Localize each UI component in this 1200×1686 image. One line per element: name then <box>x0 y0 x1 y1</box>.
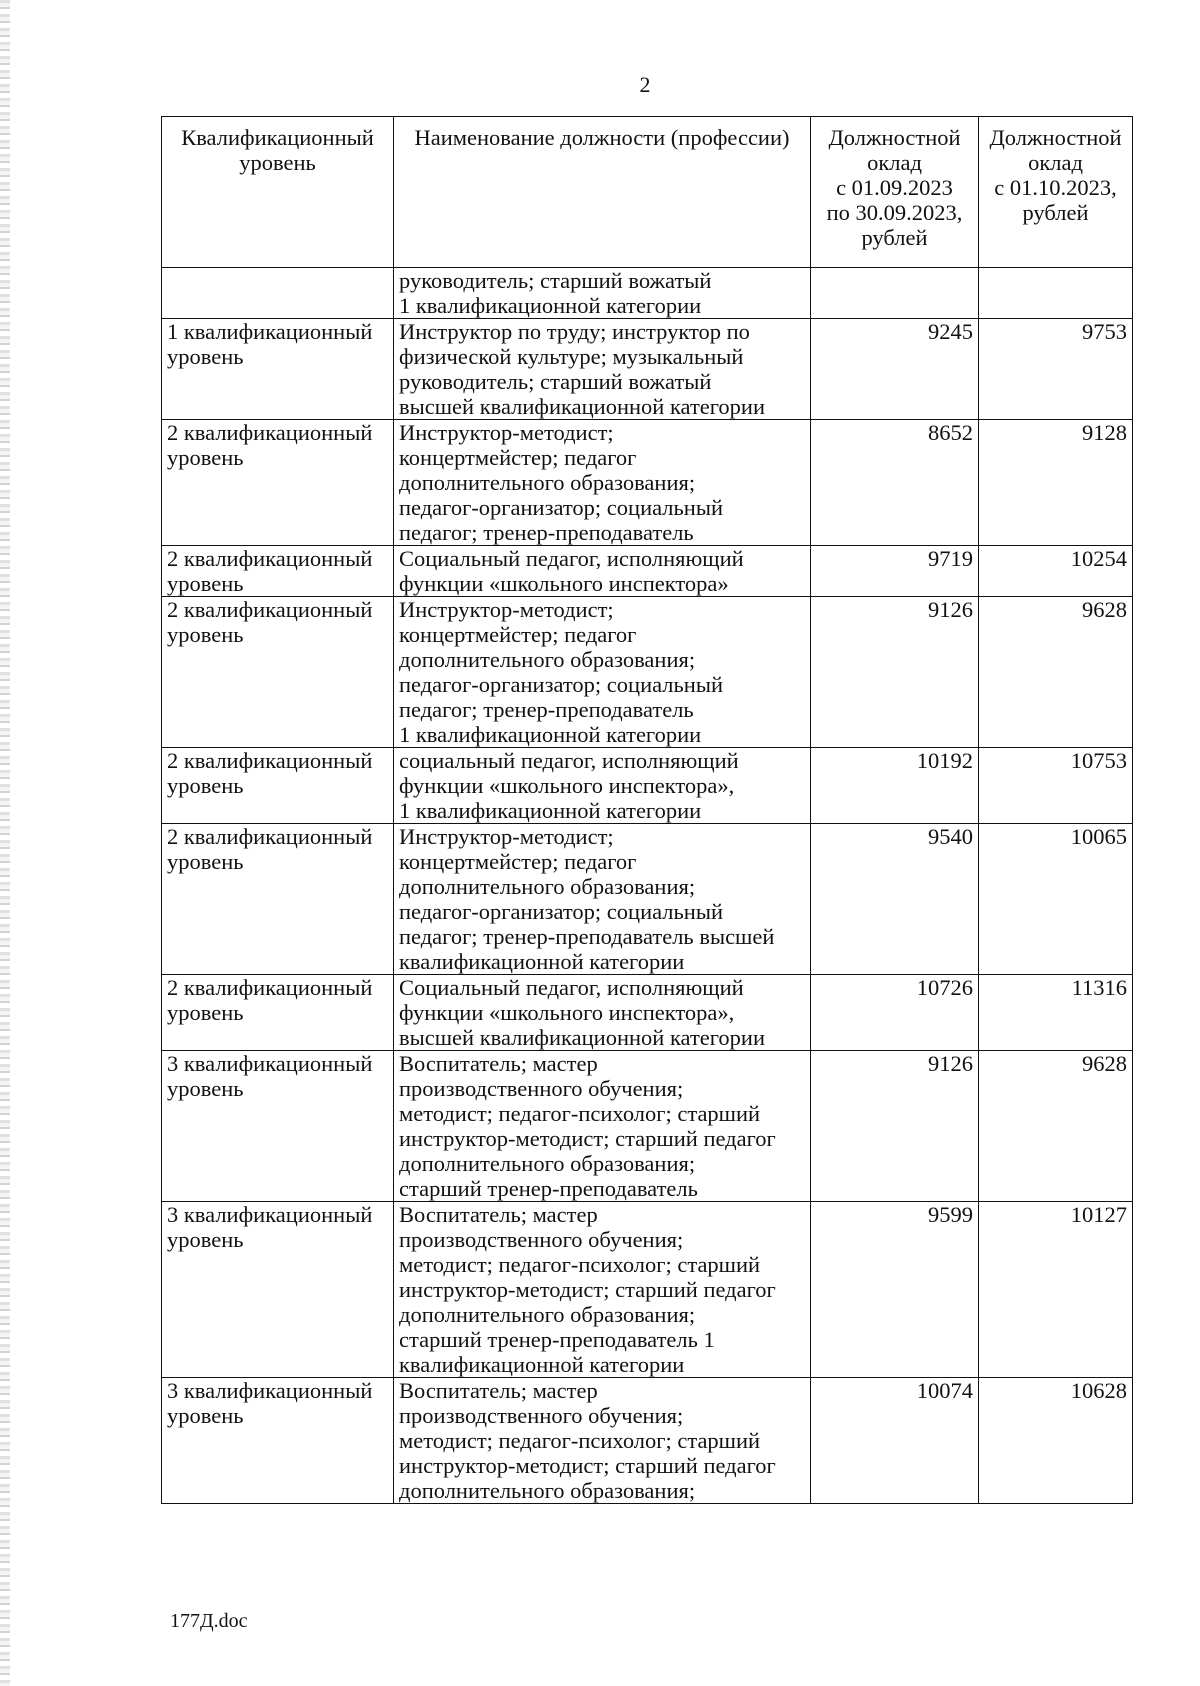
cell-salary-september: 10726 <box>811 975 979 1051</box>
header-salary-september: Должностной оклад с 01.09.2023 по 30.09.2023, рублей <box>811 117 979 268</box>
cell-position-name: Воспитатель; мастер производственного обучения; методист; педагог-психолог; старший инструктор-методист; старший педагог дополнительного образования; <box>394 1378 811 1504</box>
cell-salary-october <box>979 268 1133 319</box>
table-row <box>162 1051 1133 1202</box>
cell-position-name: Инструктор-методист; концертмейстер; педагог дополнительного образования; педагог-организатор; социальный педагог; тренер-преподаватель <box>394 420 811 546</box>
cell-salary-october: 10753 <box>979 748 1133 824</box>
cell-salary-september: 10192 <box>811 748 979 824</box>
cell-position-name: Инструктор-методист; концертмейстер; педагог дополнительного образования; педагог-организатор; социальный педагог; тренер-преподаватель 1 квалификационной категории <box>394 597 811 748</box>
cell-qualification-level: 2 квалификационный уровень <box>162 975 394 1051</box>
cell-qualification-level: 1 квалификационный уровень <box>162 319 394 420</box>
cell-salary-september: 9540 <box>811 824 979 975</box>
table-row <box>162 268 1133 319</box>
table-row <box>162 546 1133 597</box>
cell-salary-october: 9128 <box>979 420 1133 546</box>
table-header <box>162 117 1133 268</box>
cell-salary-october: 10065 <box>979 824 1133 975</box>
cell-qualification-level: 2 квалификационный уровень <box>162 824 394 975</box>
table-row <box>162 1378 1133 1504</box>
header-position-name: Наименование должности (профессии) <box>394 117 811 268</box>
cell-salary-october: 10127 <box>979 1202 1133 1378</box>
cell-qualification-level: 3 квалификационный уровень <box>162 1378 394 1504</box>
cell-qualification-level: 3 квалификационный уровень <box>162 1202 394 1378</box>
footer-filename: 177Д.doc <box>170 1610 248 1632</box>
cell-position-name: Воспитатель; мастер производственного обучения; методист; педагог-психолог; старший инструктор-методист; старший педагог дополнительного образования; старший тренер-преподаватель <box>394 1051 811 1202</box>
cell-qualification-level <box>162 268 394 319</box>
cell-salary-october: 11316 <box>979 975 1133 1051</box>
cell-position-name: Инструктор по труду; инструктор по физической культуре; музыкальный руководитель; старший вожатый высшей квалификационной категории <box>394 319 811 420</box>
scan-edge <box>0 0 10 1686</box>
table-row <box>162 1202 1133 1378</box>
cell-salary-october: 9753 <box>979 319 1133 420</box>
cell-salary-october: 9628 <box>979 597 1133 748</box>
table-row <box>162 824 1133 975</box>
cell-salary-october: 10628 <box>979 1378 1133 1504</box>
cell-position-name: Социальный педагог, исполняющий функции «школьного инспектора», высшей квалификационной категории <box>394 975 811 1051</box>
table-body <box>162 268 1133 1504</box>
cell-qualification-level: 2 квалификационный уровень <box>162 546 394 597</box>
cell-salary-september: 10074 <box>811 1378 979 1504</box>
cell-qualification-level: 3 квалификационный уровень <box>162 1051 394 1202</box>
cell-qualification-level: 2 квалификационный уровень <box>162 420 394 546</box>
cell-position-name: руководитель; старший вожатый 1 квалификационной категории <box>394 268 811 319</box>
cell-salary-october: 9628 <box>979 1051 1133 1202</box>
cell-salary-september: 8652 <box>811 420 979 546</box>
header-salary-october: Должностной оклад с 01.10.2023, рублей <box>979 117 1133 268</box>
table-row <box>162 748 1133 824</box>
cell-salary-september: 9126 <box>811 1051 979 1202</box>
salary-table <box>161 116 1133 1504</box>
table-row <box>162 597 1133 748</box>
cell-qualification-level: 2 квалификационный уровень <box>162 597 394 748</box>
table-row <box>162 420 1133 546</box>
cell-qualification-level: 2 квалификационный уровень <box>162 748 394 824</box>
header-qualification-level: Квалификационный уровень <box>162 117 394 268</box>
cell-position-name: Воспитатель; мастер производственного обучения; методист; педагог-психолог; старший инструктор-методист; старший педагог дополнительного образования; старший тренер-преподаватель 1 квалификационной категории <box>394 1202 811 1378</box>
cell-position-name: Социальный педагог, исполняющий функции «школьного инспектора» <box>394 546 811 597</box>
cell-salary-september <box>811 268 979 319</box>
cell-position-name: Инструктор-методист; концертмейстер; педагог дополнительного образования; педагог-организатор; социальный педагог; тренер-преподаватель высшей квалификационной категории <box>394 824 811 975</box>
page-number: 2 <box>639 72 651 97</box>
cell-salary-september: 9126 <box>811 597 979 748</box>
table-row <box>162 319 1133 420</box>
cell-salary-september: 9719 <box>811 546 979 597</box>
header-row <box>162 117 1133 268</box>
table-row <box>162 975 1133 1051</box>
cell-salary-september: 9599 <box>811 1202 979 1378</box>
cell-position-name: социальный педагог, исполняющий функции «школьного инспектора», 1 квалификационной категории <box>394 748 811 824</box>
cell-salary-october: 10254 <box>979 546 1133 597</box>
cell-salary-september: 9245 <box>811 319 979 420</box>
